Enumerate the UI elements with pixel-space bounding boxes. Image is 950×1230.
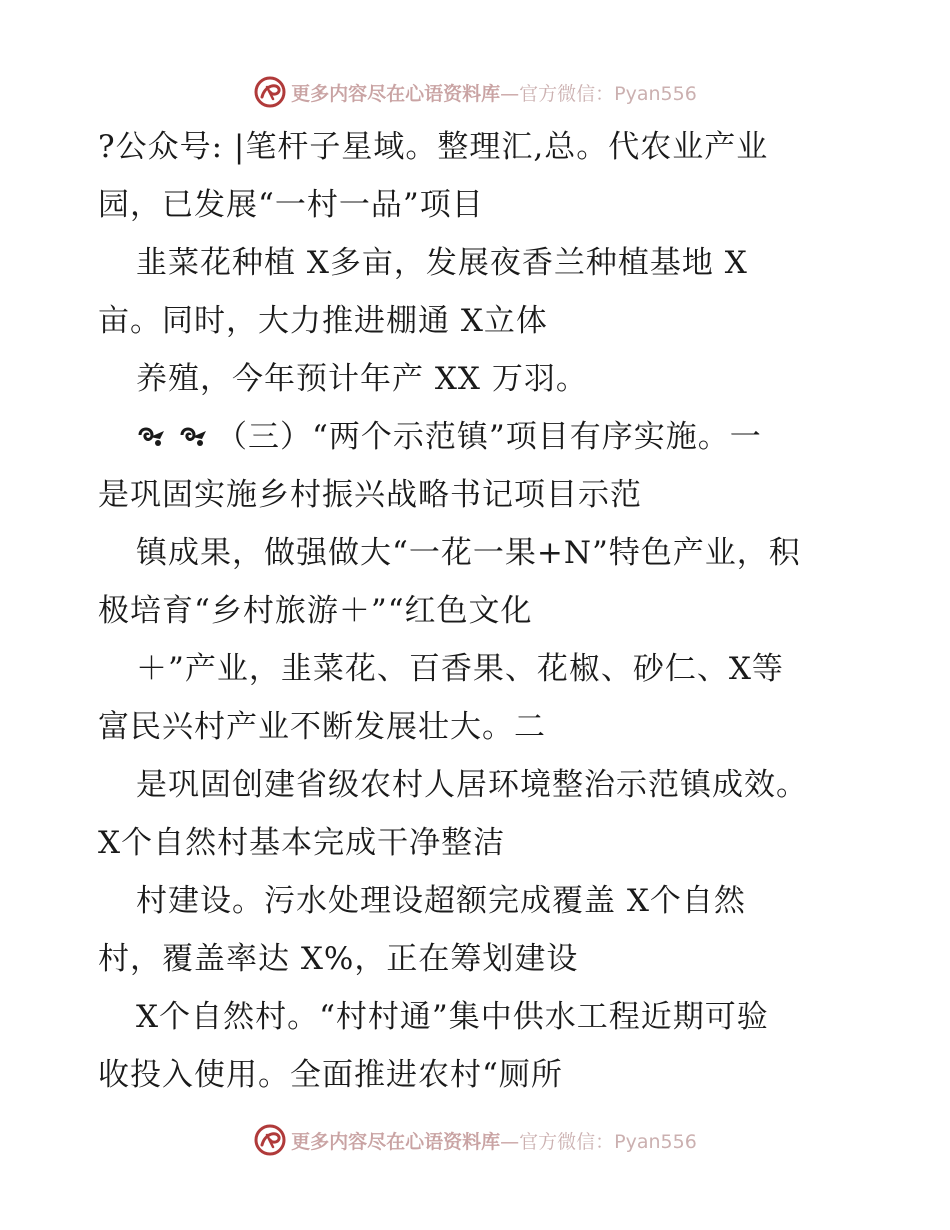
text-line: 极培育“乡村旅游＋”“红色文化: [98, 593, 533, 629]
text-line: ?公众号: |笔杆子星域。整理汇,总。代农业产业: [98, 129, 769, 165]
watermark-header: [0, 72, 950, 112]
text-line: 韭菜花种植 X多亩，发展夜香兰种植基地 X: [136, 245, 748, 281]
text-line: X个自然村。“村村通”集中供水工程近期可验: [136, 999, 769, 1035]
text-line: 是巩固创建省级农村人居环境整治示范镇成效。: [136, 767, 808, 803]
watermark-brand: 更多内容尽在心语资料库: [291, 82, 501, 105]
text-line: 是巩固实施乡村振兴战略书记项目示范: [98, 477, 642, 513]
watermark-separator: —: [500, 82, 520, 105]
text-line: X个自然村基本完成干净整洁: [98, 825, 506, 861]
watermark-brand: 更多内容尽在心语资料库: [291, 1130, 501, 1153]
watermark-footer: [0, 1120, 950, 1160]
text-line: 村，覆盖率达 X%，正在筹划建设: [98, 941, 579, 977]
text-line: 收投入使用。全面推进农村“厕所: [98, 1057, 563, 1093]
logo-swirl-icon: [253, 75, 287, 109]
watermark-contact: 官方微信：Pyan556: [519, 1130, 697, 1153]
watermark-separator: —: [500, 1130, 520, 1153]
section-heading-line: [136, 415, 762, 459]
section-heading-text: （三）“两个示范镇”项目有序实施。一: [216, 419, 762, 455]
text-line: 养殖，今年预计年产 XX 万羽。: [136, 361, 588, 397]
watermark-contact: 官方微信：Pyan556: [519, 82, 697, 105]
watermark-text: [291, 1127, 697, 1154]
text-line: 富民兴村产业不断发展壮大。二: [98, 709, 546, 745]
text-line: 镇成果，做强做大“一花一果+N”特色产业，积: [136, 535, 801, 571]
text-line: 村建设。污水处理设超额完成覆盖 X个自然: [136, 883, 746, 919]
logo-swirl-icon: [253, 1123, 287, 1157]
text-line: ＋”产业，韭菜花、百香果、花椒、砂仁、X等: [136, 651, 784, 687]
text-line: 园，已发展“一村一品”项目: [98, 187, 484, 223]
fleuron-icon: [136, 421, 216, 451]
text-line: 亩。同时，大力推进棚通 X立体: [98, 303, 548, 339]
watermark-text: [291, 79, 697, 106]
